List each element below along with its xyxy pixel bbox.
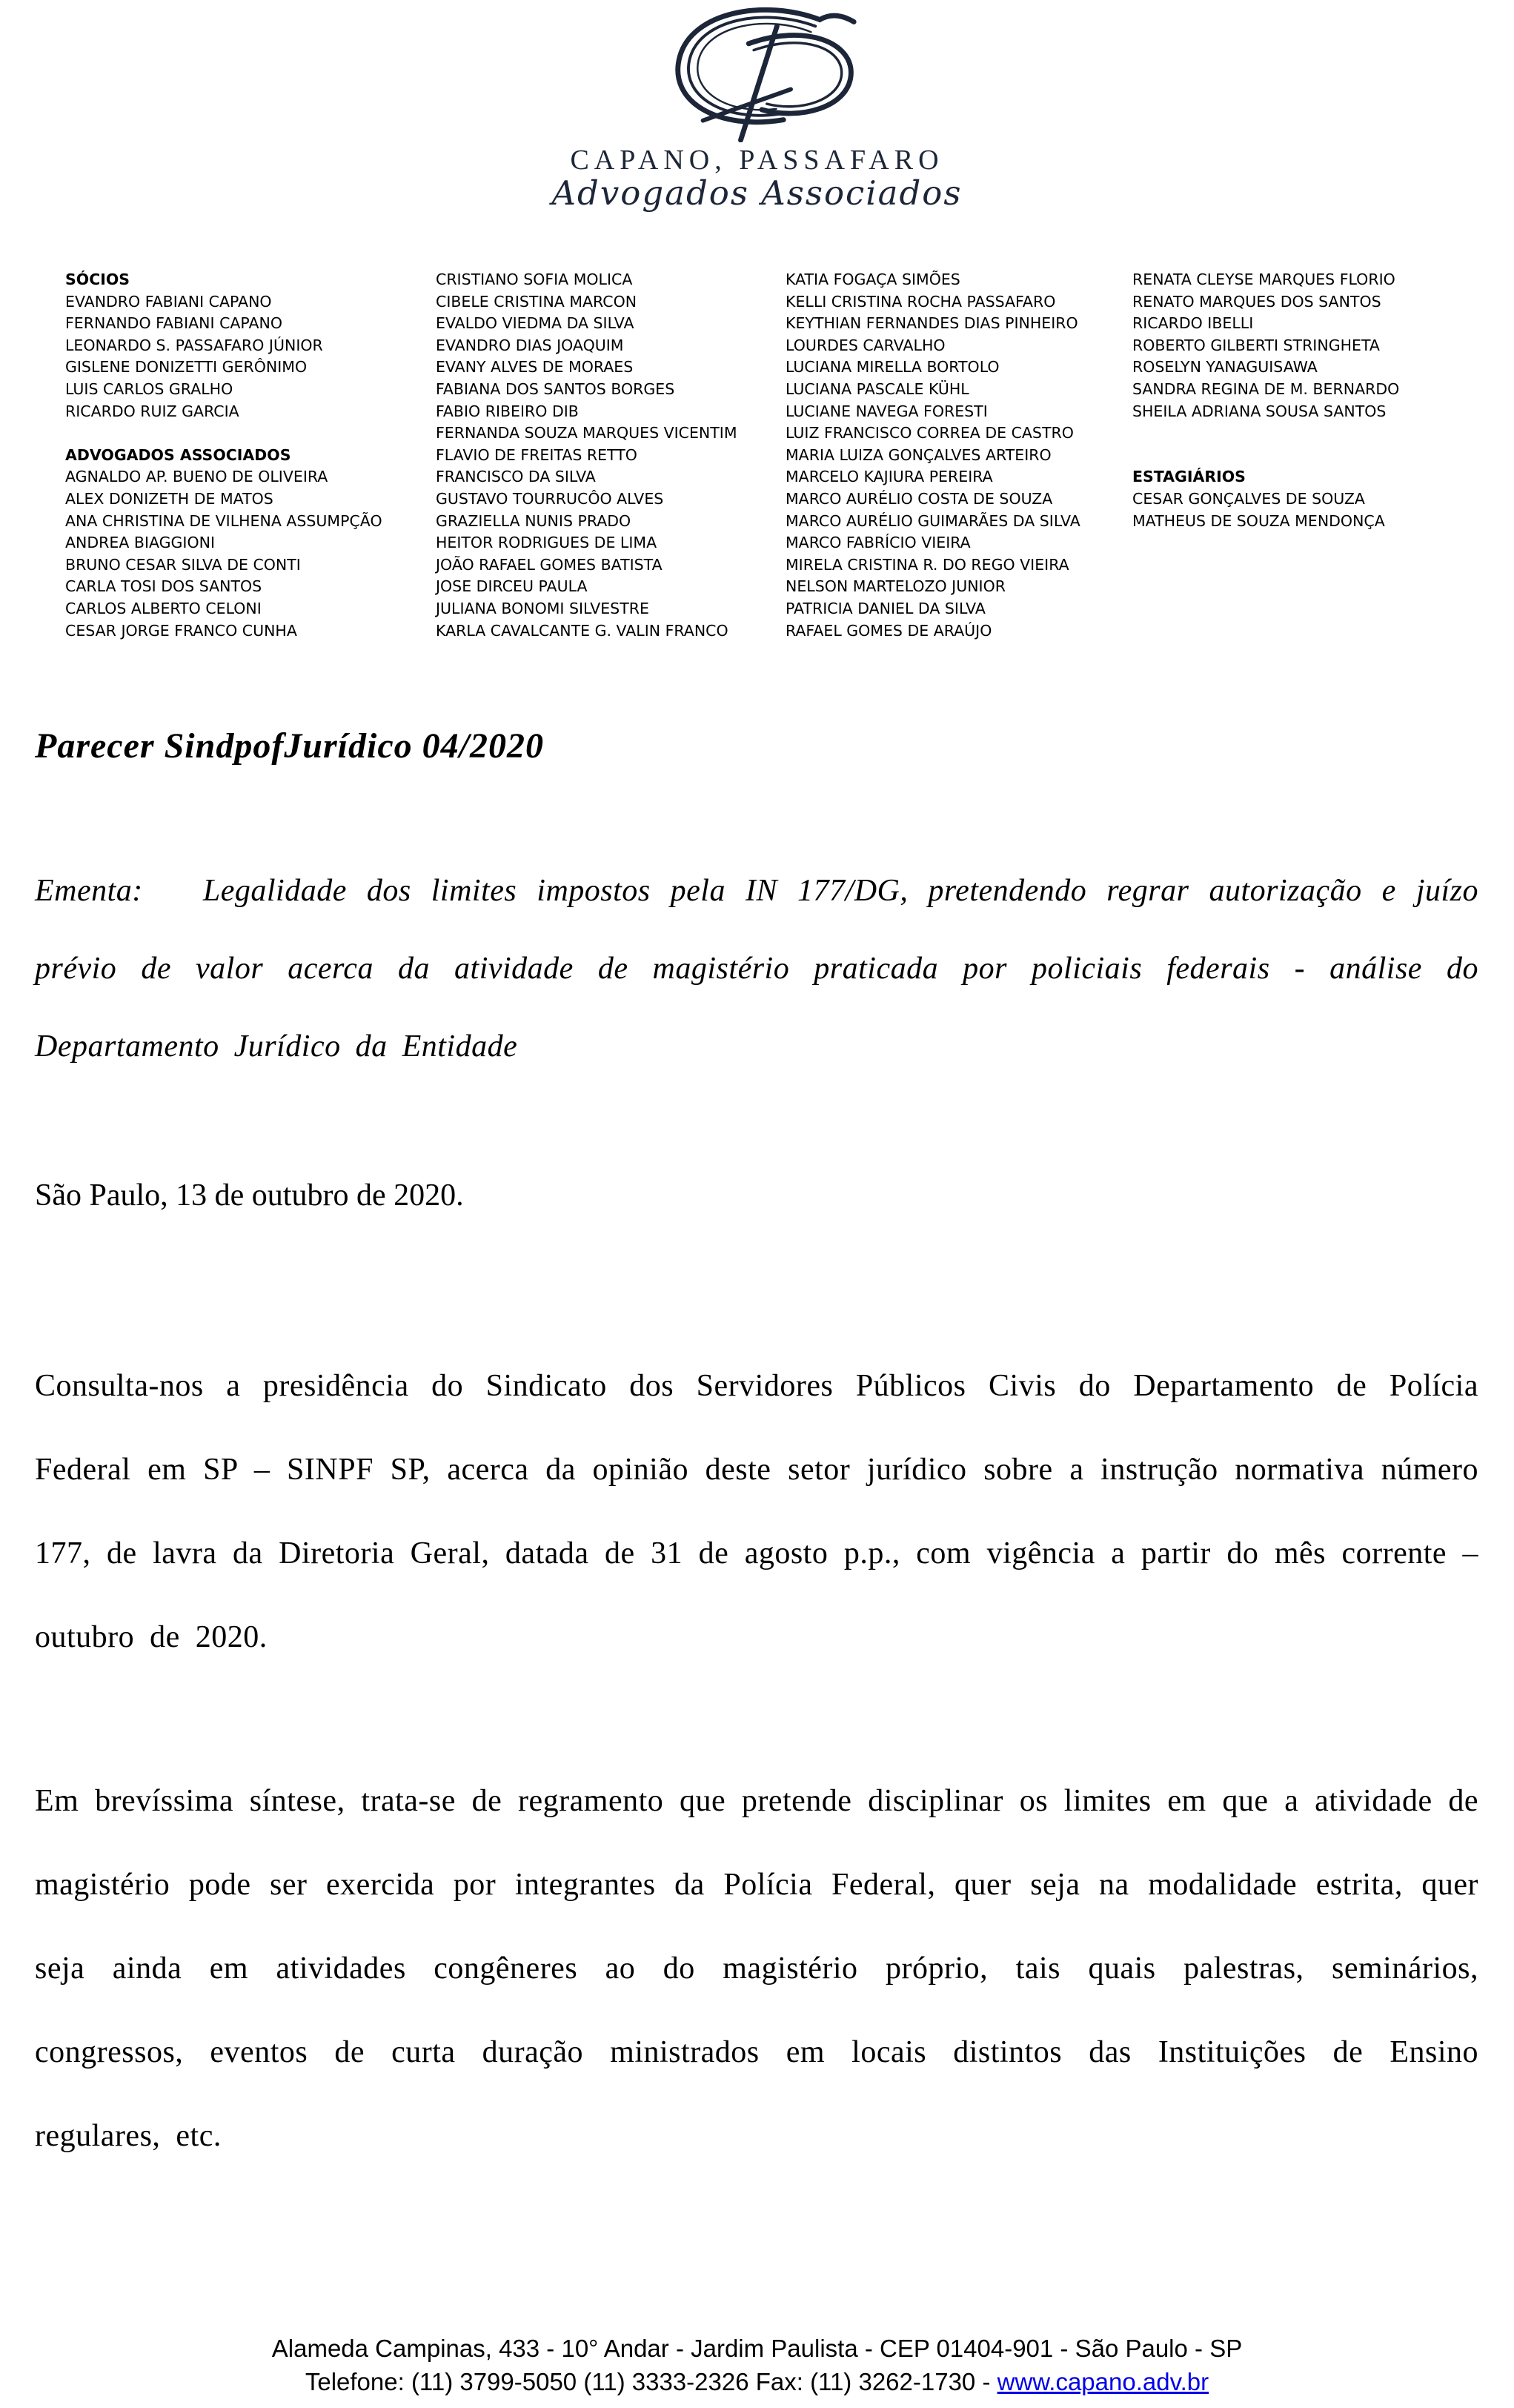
attorney-name: FERNANDA SOUZA MARQUES VICENTIM bbox=[436, 424, 737, 442]
attorney-name: LUCIANE NAVEGA FORESTI bbox=[786, 402, 988, 420]
attorney-name: ANA CHRISTINA DE VILHENA ASSUMPÇÃO bbox=[65, 511, 382, 530]
attorney-name: KARLA CAVALCANTE G. VALIN FRANCO bbox=[436, 621, 728, 640]
attorney-name: BRUNO CESAR SILVA DE CONTI bbox=[65, 555, 301, 574]
roster-column-2 bbox=[436, 269, 737, 642]
attorney-name: RENATA CLEYSE MARQUES FLORIO bbox=[1132, 271, 1395, 288]
roster-column-4 bbox=[1132, 269, 1399, 532]
document-title: Parecer SindpofJurídico 04/2020 bbox=[35, 726, 544, 766]
attorney-name: JOÃO RAFAEL GOMES BATISTA bbox=[436, 555, 663, 574]
attorney-name: AGNALDO AP. BUENO DE OLIVEIRA bbox=[65, 468, 328, 486]
attorney-name: FABIANA DOS SANTOS BORGES bbox=[436, 379, 675, 398]
attorney-name: EVALDO VIEDMA DA SILVA bbox=[436, 314, 634, 333]
attorney-name: GRAZIELLA NUNIS PRADO bbox=[436, 511, 631, 530]
attorney-name: CESAR JORGE FRANCO CUNHA bbox=[65, 621, 297, 640]
body-paragraph: Em brevíssima síntese, trata-se de regramento que pretende disciplinar os limites em que a atividade de magistério pode ser exercida por integrantes da Polícia Federal, quer seja na modalidade estrita, quer seja ainda em atividades congêneres ao do magistério próprio, tais quais palestras, seminários, congressos, eventos de curta duração ministrados em locais distintos das Instituições de Ensino regulares, etc. bbox=[35, 1784, 1478, 2153]
firm-name: CAPANO, PASSAFARO bbox=[570, 145, 944, 176]
roster-section-header: ADVOGADOS ASSOCIADOS bbox=[65, 445, 291, 464]
footer-phones: Telefone: (11) 3799-5050 (11) 3333-2326 Fax: (11) 3262-1730 - bbox=[305, 2368, 997, 2395]
attorney-name: MATHEUS DE SOUZA MENDONÇA bbox=[1132, 511, 1385, 530]
attorney-name: RENATO MARQUES DOS SANTOS bbox=[1132, 292, 1381, 311]
attorney-name: EVANDRO DIAS JOAQUIM bbox=[436, 336, 624, 354]
attorney-name: MARIA LUIZA GONÇALVES ARTEIRO bbox=[786, 445, 1052, 464]
attorney-name: SANDRA REGINA DE M. BERNARDO bbox=[1132, 379, 1400, 398]
roster-spacer bbox=[65, 422, 382, 445]
roster-column-1 bbox=[65, 269, 382, 642]
attorney-name: ROBERTO GILBERTI STRINGHETA bbox=[1132, 336, 1380, 354]
attorney-name: CARLA TOSI DOS SANTOS bbox=[65, 577, 262, 596]
attorney-name: CESAR GONÇALVES DE SOUZA bbox=[1132, 489, 1365, 508]
attorney-name: FABIO RIBEIRO DIB bbox=[436, 402, 579, 420]
attorney-name: CRISTIANO SOFIA MOLICA bbox=[436, 271, 633, 288]
roster-column-3 bbox=[786, 269, 1080, 642]
attorney-name: HEITOR RODRIGUES DE LIMA bbox=[436, 534, 657, 552]
attorney-name: MARCO AURÉLIO COSTA DE SOUZA bbox=[786, 489, 1053, 508]
footer-address: Alameda Campinas, 433 - 10° Andar - Jardim Paulista - CEP 01404-901 - São Paulo - SP bbox=[271, 2335, 1243, 2362]
attorney-roster bbox=[0, 269, 1514, 647]
roster-section-header: ESTAGIÁRIOS bbox=[1132, 468, 1246, 486]
attorney-name: EVANY ALVES DE MORAES bbox=[436, 358, 634, 377]
attorney-name: FRANCISCO DA SILVA bbox=[436, 468, 596, 486]
cp-monogram-icon bbox=[631, 4, 883, 142]
ementa-paragraph: Ementa: Legalidade dos limites impostos pela IN 177/DG, pretendendo regrar autorização e juízo prévio de valor acerca da atividade de magistério praticada por policiais federais - análise do Departamento Jurídico da Entidade bbox=[35, 874, 1493, 1064]
roster-section-header: SÓCIOS bbox=[65, 271, 130, 288]
attorney-name: LUCIANA PASCALE KÜHL bbox=[786, 379, 969, 398]
footer-contact-line bbox=[0, 2365, 1514, 2398]
attorney-name: NELSON MARTELOZO JUNIOR bbox=[786, 577, 1006, 596]
attorney-name: JOSE DIRCEU PAULA bbox=[436, 577, 588, 596]
attorney-name: ROSELYN YANAGUISAWA bbox=[1132, 358, 1318, 377]
attorney-name: KEYTHIAN FERNANDES DIAS PINHEIRO bbox=[786, 314, 1078, 333]
attorney-name: CIBELE CRISTINA MARCON bbox=[436, 292, 637, 311]
roster-spacer bbox=[1132, 422, 1399, 445]
attorney-name: KATIA FOGAÇA SIMÕES bbox=[786, 271, 960, 288]
attorney-name: RICARDO IBELLI bbox=[1132, 314, 1254, 333]
attorney-name: CARLOS ALBERTO CELONI bbox=[65, 599, 262, 617]
attorney-name: EVANDRO FABIANI CAPANO bbox=[65, 292, 272, 311]
website-link[interactable]: www.capano.adv.br bbox=[997, 2368, 1209, 2395]
attorney-name: MIRELA CRISTINA R. DO REGO VIEIRA bbox=[786, 555, 1069, 574]
attorney-name: GISLENE DONIZETTI GERÔNIMO bbox=[65, 358, 308, 377]
roster-spacer bbox=[1132, 445, 1399, 467]
attorney-name: PATRICIA DANIEL DA SILVA bbox=[786, 599, 986, 617]
attorney-name: GUSTAVO TOURRUCÔO ALVES bbox=[436, 489, 664, 508]
footer bbox=[0, 2332, 1514, 2398]
attorney-name: LUCIANA MIRELLA BORTOLO bbox=[786, 358, 1000, 377]
attorney-name: SHEILA ADRIANA SOUSA SANTOS bbox=[1132, 402, 1387, 420]
attorney-name: LUIS CARLOS GRALHO bbox=[65, 379, 233, 398]
attorney-name: MARCELO KAJIURA PEREIRA bbox=[786, 468, 993, 486]
body-paragraph: Consulta-nos a presidência do Sindicato dos Servidores Públicos Civis do Departamento de Polícia Federal em SP – SINPF SP, acerca da opinião deste setor jurídico sobre a instrução normativa número 177, de lavra da Diretoria Geral, datada de 31 de agosto p.p., com vigência a partir do mês corrente – outubro de 2020. bbox=[35, 1369, 1478, 1654]
attorney-name: ANDREA BIAGGIONI bbox=[65, 534, 215, 552]
attorney-name: LOURDES CARVALHO bbox=[786, 336, 946, 354]
attorney-name: MARCO AURÉLIO GUIMARÃES DA SILVA bbox=[786, 511, 1080, 530]
attorney-name: LUIZ FRANCISCO CORREA DE CASTRO bbox=[786, 424, 1074, 442]
attorney-name: FLAVIO DE FREITAS RETTO bbox=[436, 445, 637, 464]
attorney-name: RAFAEL GOMES DE ARAÚJO bbox=[786, 621, 992, 640]
attorney-name: FERNANDO FABIANI CAPANO bbox=[65, 314, 282, 333]
attorney-name: KELLI CRISTINA ROCHA PASSAFARO bbox=[786, 292, 1056, 311]
attorney-name: MARCO FABRÍCIO VIEIRA bbox=[786, 534, 971, 552]
firm-logo-block bbox=[0, 4, 1514, 213]
attorney-name: JULIANA BONOMI SILVESTRE bbox=[436, 599, 649, 617]
attorney-name: LEONARDO S. PASSAFARO JÚNIOR bbox=[65, 336, 323, 354]
attorney-name: RICARDO RUIZ GARCIA bbox=[65, 402, 239, 420]
date-line: São Paulo, 13 de outubro de 2020. bbox=[35, 1178, 464, 1213]
attorney-name: ALEX DONIZETH DE MATOS bbox=[65, 489, 273, 508]
firm-tagline: Advogados Associados bbox=[551, 173, 963, 213]
